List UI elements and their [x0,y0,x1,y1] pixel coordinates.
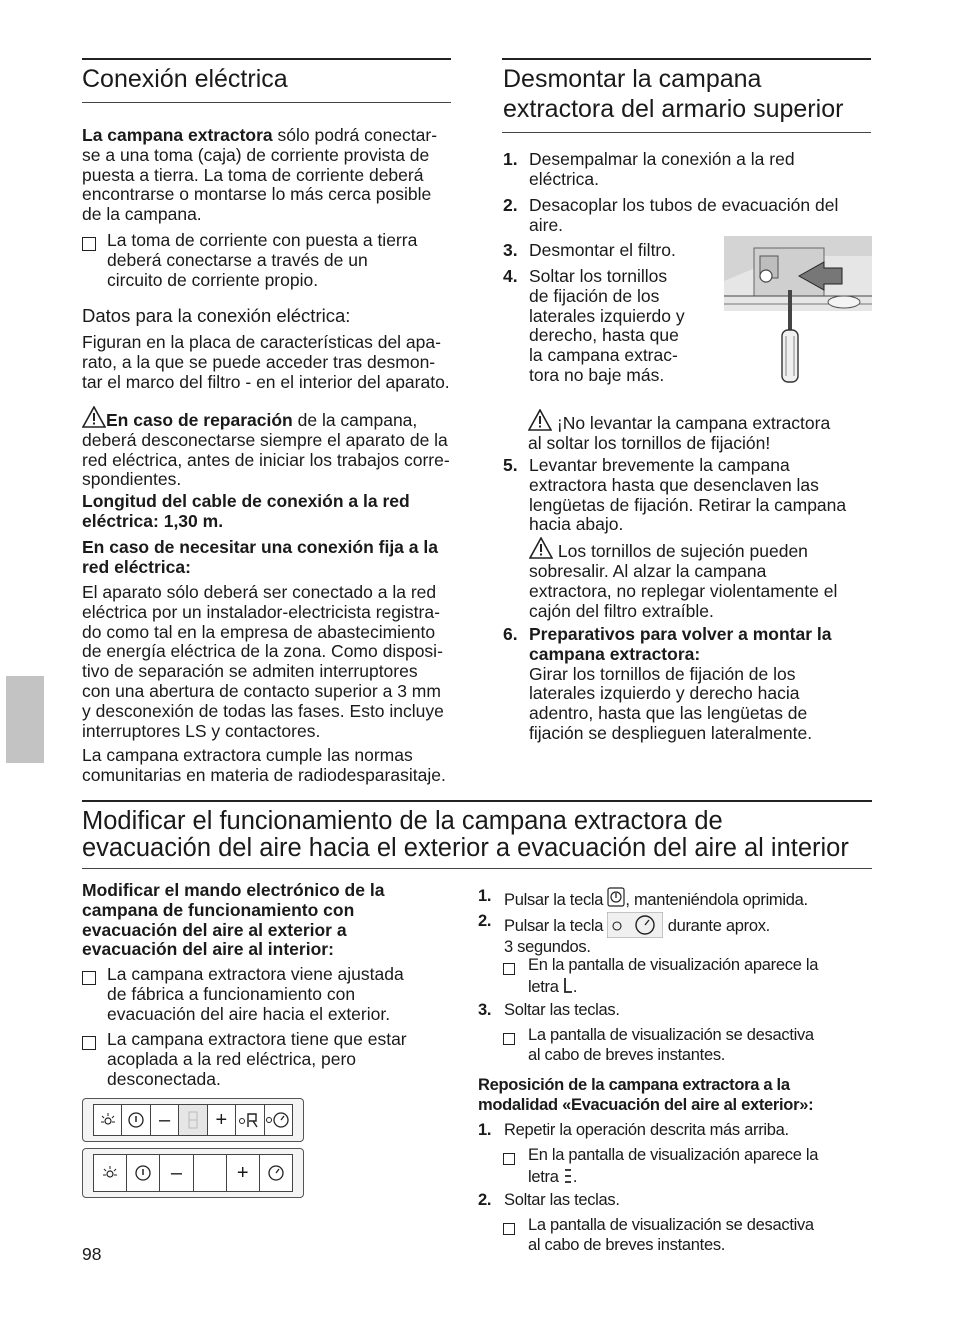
title-rule-bottom [502,132,871,133]
light-icon [94,1105,122,1135]
step-number: 5. [503,455,518,475]
sub-line: En la pantalla de visualización aparece la [528,1146,819,1164]
step-line: hacia abajo. [529,514,624,535]
fixed-heading-line: red eléctrica: [82,556,191,577]
norms-line: La campana extractora cumple las normas [82,745,413,765]
intro-rest: sólo podrá conectar- [272,125,438,145]
power-key-icon [607,887,625,907]
checkbox-bullet-icon [503,1033,515,1045]
fixed-line: El aparato sólo deberá ser conectado a la red [82,582,437,602]
fixed-line: de energía eléctrica de la zona. Como disposi- [82,641,443,662]
cable-line: Longitud del cable de conexión a la red [82,491,410,511]
mando-heading [82,881,462,960]
bullet-line: La campana extractora viene ajustada [107,964,404,984]
step-line: la campana extrac- [529,345,678,366]
step-number: 3. [503,240,518,260]
screwdriver-illustration [724,236,872,386]
checkbox-bullet-icon [503,1223,515,1235]
step-line: laterales izquierdo y derecho hacia [529,683,800,704]
step-text: durante aprox. [667,917,770,935]
bullet-line: La campana extractora tiene que estar [107,1029,407,1049]
section-tab [6,676,44,763]
control-panel-display [82,1098,304,1142]
heading-line: evacuación del aire al exterior a [82,919,347,940]
fixed-line: con una abertura de contacto superior a 3 mm [82,680,441,701]
title-rule-top [82,58,451,60]
bullet-line: circuito de corriente propio. [107,269,319,290]
power-icon [127,1155,160,1191]
reset-heading [478,1076,858,1115]
intro-line: puesta a tierra. La toma de corriente deberá [82,164,424,185]
timer-icon [260,1155,292,1191]
sub-line: letra [528,977,559,996]
norms-paragraph [82,746,477,786]
section-title-desmontar [503,64,873,124]
step-number: 1. [478,1121,492,1139]
intro-paragraph [82,126,472,225]
section-title-conexion: Conexión eléctrica [82,65,288,93]
page-number: 98 [82,1244,102,1264]
step-line: laterales izquierdo y [529,305,685,326]
fixed-line: tivo de separación se admiten interruptores [82,661,418,682]
cable-line: eléctrica: 1,30 m. [82,510,224,531]
warning-line: al soltar los tornillos de fijación! [528,432,771,453]
light-icon [94,1155,127,1191]
intro-bold: La campana extractora [82,125,273,145]
heading-line: campana de funcionamiento con [82,899,355,920]
step-line: Soltar los tornillos [529,266,668,286]
bullet-line: desconectada. [107,1068,221,1089]
repair-bold: En caso de reparación [106,410,293,430]
bullet-line: acoplada a la red eléctrica, pero [107,1048,357,1069]
heading-line: evacuación del aire al interior: [82,939,334,960]
step-number: 2. [478,912,492,930]
step-line: de fijación de los [529,285,660,306]
step-number: 2. [478,1191,492,1209]
sub-line: al cabo de breves instantes. [528,1045,726,1064]
step-text: Pulsar la tecla [504,891,608,909]
title-line: Desmontar la campana [503,65,762,93]
title-rule-top [502,58,871,60]
data-paragraph [82,333,477,392]
step-line: aire. [529,214,564,235]
checkbox-bullet-icon [503,1153,515,1165]
warning-line: Los tornillos de sujeción pueden [557,541,808,562]
warning-icon [82,406,106,428]
plus-button: + [227,1155,260,1191]
warning-line: sobresalir. Al alzar la campana [529,560,767,581]
step-line: lengüetas de fijación. Retirar la campana [529,494,847,515]
bullet-line: evacuación del aire hacia el exterior. [107,1003,391,1024]
plus-button: + [208,1105,236,1135]
step-text: Soltar las teclas. [504,1001,620,1019]
section-title-modificar [82,808,882,862]
norms-line: comunitarias en materia de radiodesparasitaje. [82,764,446,785]
step-bold-line: campana extractora: [529,643,701,664]
fixed-line: do como tal en la empresa de abastecimiento [82,621,436,642]
step-text: Repetir la operación descrita más arriba. [504,1121,789,1139]
fixed-heading [82,538,477,578]
step-text: Pulsar la tecla [504,917,604,935]
step-text: , manteniéndola oprimida. [625,891,808,909]
data-line: rato, a la que se puede acceder tras desmon- [82,351,436,372]
data-line: tar el marco del filtro - en el interior del aparato. [82,371,450,392]
minus-button: – [151,1105,179,1135]
repair-line: spondientes. [82,469,182,490]
step-number: 2. [503,195,518,215]
step-line: tora no baje más. [529,364,665,385]
repair-paragraph [82,406,477,490]
step-text: 3 segundos. [504,938,591,956]
fixed-line: interruptores LS y contactores. [82,720,321,741]
warning-icon [528,409,552,431]
repair-line: red eléctrica, antes de iniciar los trabajos corre- [82,449,450,470]
blank-key [194,1155,227,1191]
timer-key-icon [607,912,663,938]
repair-rest: de la campana, [292,410,418,430]
fixed-line: y desconexión de todas las fases. Esto incluye [82,700,444,721]
intro-line: encontrarse o montarse lo más cerca posible [82,184,432,205]
repair-line: deberá desconectarse siempre el aparato de la [82,429,448,450]
checkbox-bullet-icon [82,971,96,985]
cable-length [82,492,477,532]
bullet-line: La toma de corriente con puesta a tierra [107,230,418,250]
sub-line: La pantalla de visualización se desactiva [528,1026,814,1044]
step-line: fijación se desplieguen lateralmente. [529,722,813,743]
step-number: 4. [503,266,518,286]
sub-line: La pantalla de visualización se desactiva [528,1216,814,1234]
fixed-heading-line: En caso de necesitar una conexión fija a la [82,537,438,557]
step-line: Levantar brevemente la campana [529,455,790,475]
title-line: extractora del armario superior [503,95,844,123]
warning-icon [529,537,553,559]
warning-note [528,409,873,454]
data-heading: Datos para la conexión eléctrica: [82,305,351,326]
step-line: Desempalmar la conexión a la red [529,149,795,169]
minus-button: – [160,1155,193,1191]
step-line: Girar los tornillos de fijación de los [529,663,796,684]
heading-line: Reposición de la campana extractora a la [478,1076,790,1094]
checkbox-bullet-icon [503,963,515,975]
display-letter-icon [563,1166,573,1184]
step-line: eléctrica. [529,168,600,189]
title-line: Modificar el funcionamiento de la campana extractora de [82,807,723,835]
heading-line: Modificar el mando electrónico de la [82,880,385,900]
step-line: Desmontar el filtro. [529,240,676,260]
step-line: adentro, hasta que las lengüetas de [529,703,808,724]
warning-line: cajón del filtro extraíble. [529,600,714,621]
checkbox-bullet-icon [82,237,96,251]
step-number: 6. [503,624,518,644]
step-line: derecho, hasta que [529,325,679,346]
intensive-icon [236,1105,264,1135]
step-line: extractora hasta que desenclaven las [529,474,819,495]
intro-line: de la campana. [82,204,202,225]
warning-line: extractora, no replegar violentamente el [529,580,838,601]
bullet-line: de fábrica a funcionamiento con [107,983,356,1004]
display-icon [179,1105,207,1135]
sub-line: letra [528,1167,559,1186]
warning-line: ¡No levantar la campana extractora [556,413,831,433]
step-bold-line: Preparativos para volver a montar la [529,624,832,644]
power-icon [122,1105,150,1135]
data-line: Figuran en la placa de características del apa- [82,332,441,352]
bullet-line: deberá conectarse a través de un [107,249,368,270]
sub-line: al cabo de breves instantes. [528,1235,726,1254]
title-line: evacuación del aire hacia el exterior a evacuación del aire al interior [82,834,849,862]
timer-icon [265,1105,292,1135]
title-rule-bottom [82,102,451,103]
title-rule-bottom [82,868,872,869]
fixed-line: eléctrica por un instalador-electricista registra- [82,601,440,622]
heading-line: modalidad «Evacuación del aire al exterior»: [478,1095,814,1114]
title-rule-top [82,800,872,802]
control-panel [82,1148,304,1198]
step-number: 1. [503,149,518,169]
fixed-paragraph [82,583,477,741]
display-letter-icon [563,976,573,994]
sub-line: En la pantalla de visualización aparece la [528,956,819,974]
step-number: 1. [478,887,492,905]
intro-line: se a una toma (caja) de corriente provista de [82,144,430,165]
step-text: Soltar las teclas. [504,1191,620,1209]
step-line: Desacoplar los tubos de evacuación del [529,195,839,215]
checkbox-bullet-icon [82,1036,96,1050]
step-number: 3. [478,1001,492,1019]
